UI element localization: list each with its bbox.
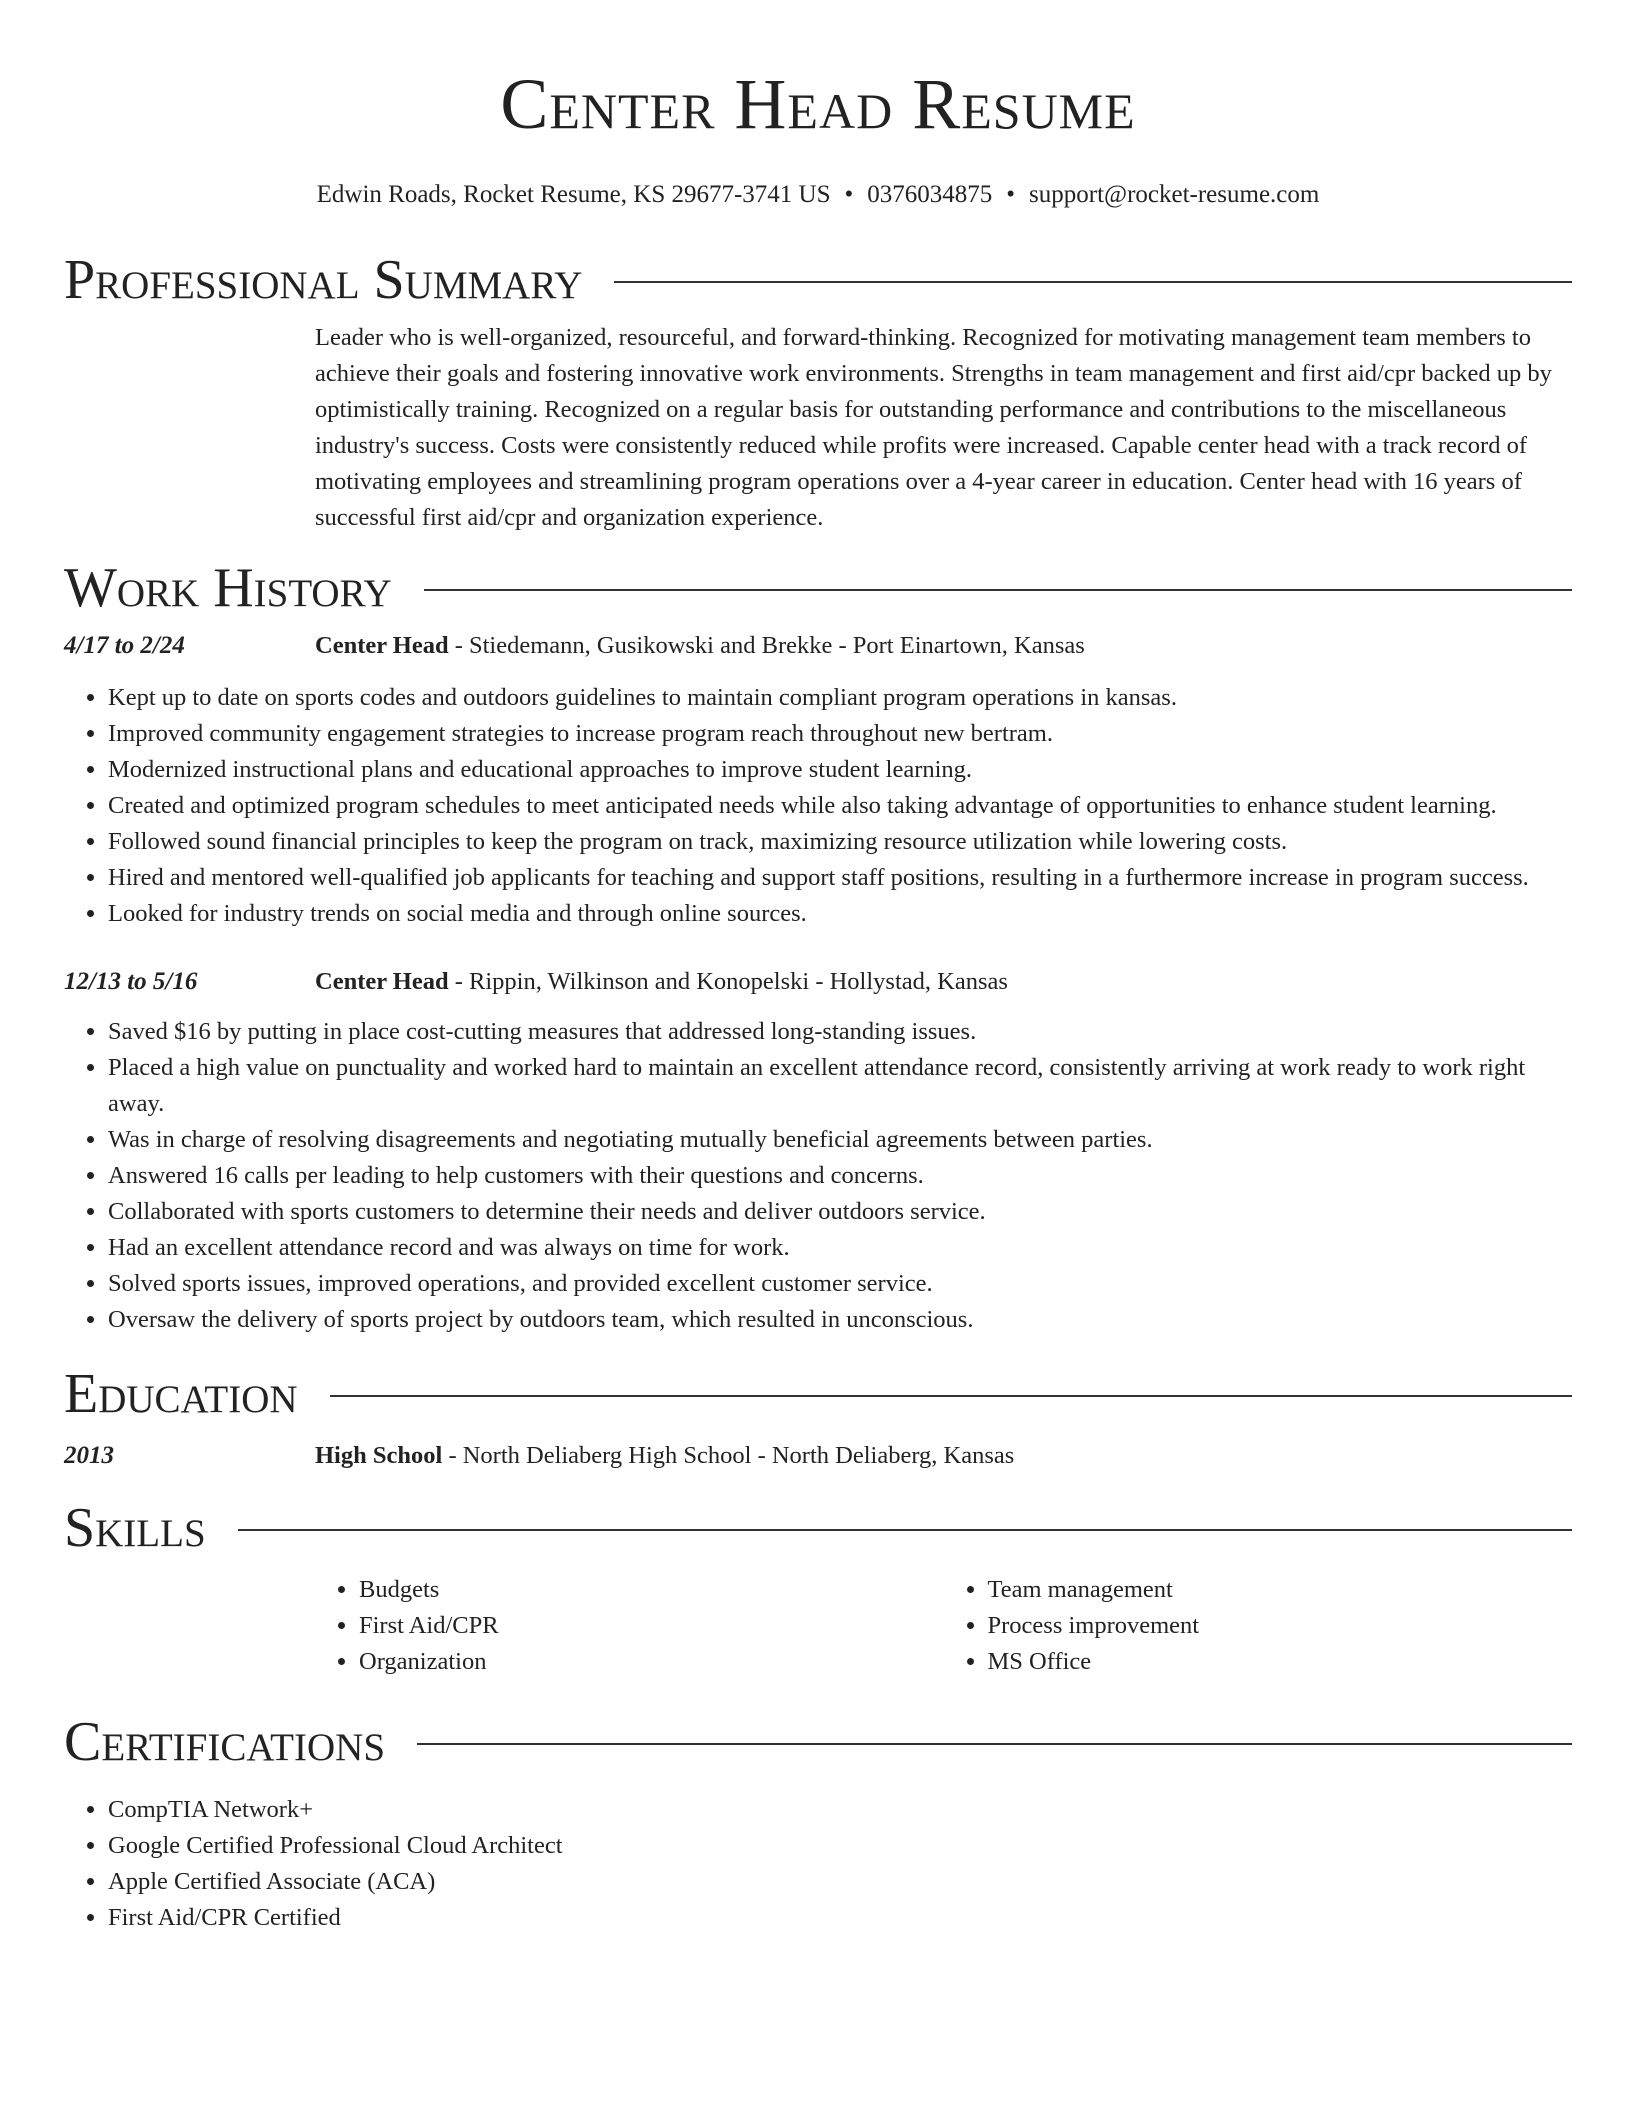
certifications-list bbox=[64, 1792, 1572, 1936]
skill-item: • Organization bbox=[359, 1644, 944, 1680]
skill-item: • First Aid/CPR bbox=[359, 1608, 944, 1644]
list-item: • Kept up to date on sports codes and outdoors guidelines to maintain compliant program operations in kansas. bbox=[108, 680, 1572, 716]
certification-item: • First Aid/CPR Certified bbox=[108, 1900, 1572, 1936]
section-skills-header bbox=[64, 1496, 1572, 1560]
list-item: • Followed sound financial principles to keep the program on track, maximizing resource utilization while lowering costs. bbox=[108, 824, 1572, 860]
skill-item: • Process improvement bbox=[988, 1608, 1573, 1644]
section-heading: Skills bbox=[64, 1497, 206, 1559]
skills-column-left bbox=[315, 1572, 944, 1680]
job-entry bbox=[64, 964, 1572, 1000]
section-summary-header bbox=[64, 248, 1572, 312]
skill-item: • Team management bbox=[988, 1572, 1573, 1608]
job-employer: - Rippin, Wilkinson and Konopelski - Hollystad, Kansas bbox=[448, 968, 1008, 995]
certification-item: • CompTIA Network+ bbox=[108, 1792, 1572, 1828]
contact-phone: 0376034875 bbox=[867, 181, 993, 208]
section-rule bbox=[417, 1743, 1572, 1745]
list-item: • Saved $16 by putting in place cost-cutting measures that addressed long-standing issues. bbox=[108, 1014, 1572, 1050]
education-entry bbox=[64, 1438, 1572, 1474]
section-rule bbox=[330, 1395, 1572, 1397]
job-bullets bbox=[64, 680, 1572, 932]
list-item: • Answered 16 calls per leading to help customers with their questions and concerns. bbox=[108, 1158, 1572, 1194]
section-work-header bbox=[64, 556, 1572, 620]
list-item: • Looked for industry trends on social media and through online sources. bbox=[108, 896, 1572, 932]
list-item: • Improved community engagement strategies to increase program reach throughout new bertram. bbox=[108, 716, 1572, 752]
certification-item: • Apple Certified Associate (ACA) bbox=[108, 1864, 1572, 1900]
job-dates: 12/13 to 5/16 bbox=[64, 968, 198, 995]
summary-text: Leader who is well-organized, resourceful, and forward-thinking. Recognized for motivating management team members to achieve their goals and fostering innovative work environments. Strengths in team management and first aid/cpr backed up by optimistically training. Recognized on a regular basis for outstanding performance and contributions to the miscellaneous industry's success. Costs were consistently reduced while profits were increased. Capable center head with a track record of motivating employees and streamlining program operations over a 4-year career in education. Center head with 16 years of successful first aid/cpr and organization experience. bbox=[315, 324, 1552, 531]
job-dates: 4/17 to 2/24 bbox=[64, 632, 185, 659]
section-heading: Professional Summary bbox=[64, 249, 583, 311]
list-item: • Collaborated with sports customers to determine their needs and deliver outdoors service. bbox=[108, 1194, 1572, 1230]
section-certifications-header bbox=[64, 1710, 1572, 1774]
section-heading: Education bbox=[64, 1363, 298, 1425]
section-heading: Certifications bbox=[64, 1711, 386, 1773]
contact-line bbox=[64, 178, 1572, 212]
contact-email[interactable]: support@rocket-resume.com bbox=[1029, 181, 1320, 208]
skill-item: • Budgets bbox=[359, 1572, 944, 1608]
list-item: • Solved sports issues, improved operations, and provided excellent customer service. bbox=[108, 1266, 1572, 1302]
list-item: • Oversaw the delivery of sports project by outdoors team, which resulted in unconscious. bbox=[108, 1302, 1572, 1338]
skills-list bbox=[315, 1572, 1572, 1680]
job-title: Center Head bbox=[315, 968, 449, 995]
list-item: • Hired and mentored well-qualified job applicants for teaching and support staff positions, resulting in a furthermore increase in program success. bbox=[108, 860, 1572, 896]
education-school: - North Deliaberg High School - North Deliaberg, Kansas bbox=[442, 1442, 1015, 1469]
job-bullets bbox=[64, 1014, 1572, 1338]
job-heading bbox=[315, 964, 1572, 1000]
section-rule bbox=[238, 1529, 1572, 1531]
contact-separator: • bbox=[1006, 181, 1016, 208]
resume-page bbox=[64, 0, 1572, 1936]
job-employer: - Stiedemann, Gusikowski and Brekke - Port Einartown, Kansas bbox=[448, 632, 1085, 659]
section-education-header bbox=[64, 1362, 1572, 1426]
skills-column-right bbox=[944, 1572, 1573, 1680]
education-year: 2013 bbox=[64, 1442, 114, 1469]
contact-separator: • bbox=[844, 181, 854, 208]
list-item: • Placed a high value on punctuality and worked hard to maintain an excellent attendance record, consistently arriving at work ready to work right away. bbox=[108, 1050, 1572, 1122]
certification-item: • Google Certified Professional Cloud Architect bbox=[108, 1828, 1572, 1864]
section-heading: Work History bbox=[64, 557, 392, 619]
education-degree: High School bbox=[315, 1442, 443, 1469]
job-title: Center Head bbox=[315, 632, 449, 659]
list-item: • Was in charge of resolving disagreements and negotiating mutually beneficial agreements between parties. bbox=[108, 1122, 1572, 1158]
job-entry bbox=[64, 628, 1572, 664]
list-item: • Modernized instructional plans and educational approaches to improve student learning. bbox=[108, 752, 1572, 788]
skill-item: • MS Office bbox=[988, 1644, 1573, 1680]
contact-address: Edwin Roads, Rocket Resume, KS 29677-3741 US bbox=[316, 181, 831, 208]
job-heading bbox=[315, 628, 1572, 664]
section-rule bbox=[424, 589, 1572, 591]
resume-title: Center Head Resume bbox=[500, 64, 1136, 144]
section-rule bbox=[614, 281, 1572, 283]
education-heading bbox=[315, 1438, 1572, 1474]
list-item: • Created and optimized program schedules to meet anticipated needs while also taking advantage of opportunities to enhance student learning. bbox=[108, 788, 1572, 824]
list-item: • Had an excellent attendance record and was always on time for work. bbox=[108, 1230, 1572, 1266]
